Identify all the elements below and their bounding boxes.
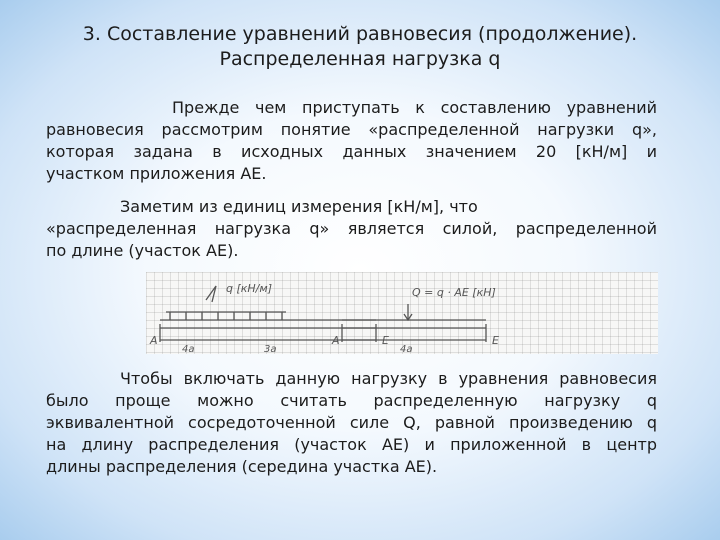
paragraph-line: на длину распределения (участок АЕ) и приложенной в центр: [46, 435, 657, 454]
paragraph-line: которая задана в исходных данных значением 20 [кН/м] и: [46, 142, 657, 161]
paragraph-equivalent-force: [46, 368, 657, 478]
paragraph-line: по длине (участок АЕ).: [46, 241, 239, 260]
paragraph-distributed-load-intro: [46, 97, 657, 185]
paragraph-units-note: [46, 196, 657, 262]
distributed-load-sketch: [146, 272, 658, 354]
paragraph-line: эквивалентной сосредоточенной силе Q, равной произведению q: [46, 413, 657, 432]
right-point-a-label: A: [332, 334, 340, 347]
left-segment-label: 3a: [264, 344, 277, 354]
paragraph-line: «распределенная нагрузка q» является силой, распределенной: [46, 219, 657, 238]
load-pointer: [206, 286, 216, 302]
slide-title: [40, 22, 680, 72]
sketch-drawing: [146, 272, 658, 354]
paragraph-line: участком приложения АЕ.: [46, 164, 267, 183]
left-point-e-label: E: [382, 334, 389, 347]
paragraph-line: Заметим из единиц измерения [кН/м], что: [120, 197, 478, 216]
right-segment-label: 4a: [400, 344, 413, 354]
paragraph-line: длины распределения (середина участка АЕ).: [46, 457, 438, 476]
left-load-label: q [кН/м]: [226, 282, 272, 295]
paragraph-line: было проще можно считать распределенную нагрузку q: [46, 391, 657, 410]
right-point-e-label: E: [492, 334, 499, 347]
right-formula-label: Q = q · AE [кН]: [412, 286, 496, 299]
paragraph-line: Прежде чем приступать к составлению уравнений: [172, 98, 657, 117]
title-line-1: 3. Составление уравнений равновесия (продолжение).: [82, 23, 638, 45]
left-segment-label: 4a: [182, 344, 195, 354]
left-point-a-label: A: [150, 334, 158, 347]
title-line-2: Распределенная нагрузка q: [219, 48, 501, 70]
paragraph-line: Чтобы включать данную нагрузку в уравнения равновесия: [120, 369, 657, 388]
paragraph-line: равновесия рассмотрим понятие «распределенной нагрузки q»,: [46, 120, 657, 139]
